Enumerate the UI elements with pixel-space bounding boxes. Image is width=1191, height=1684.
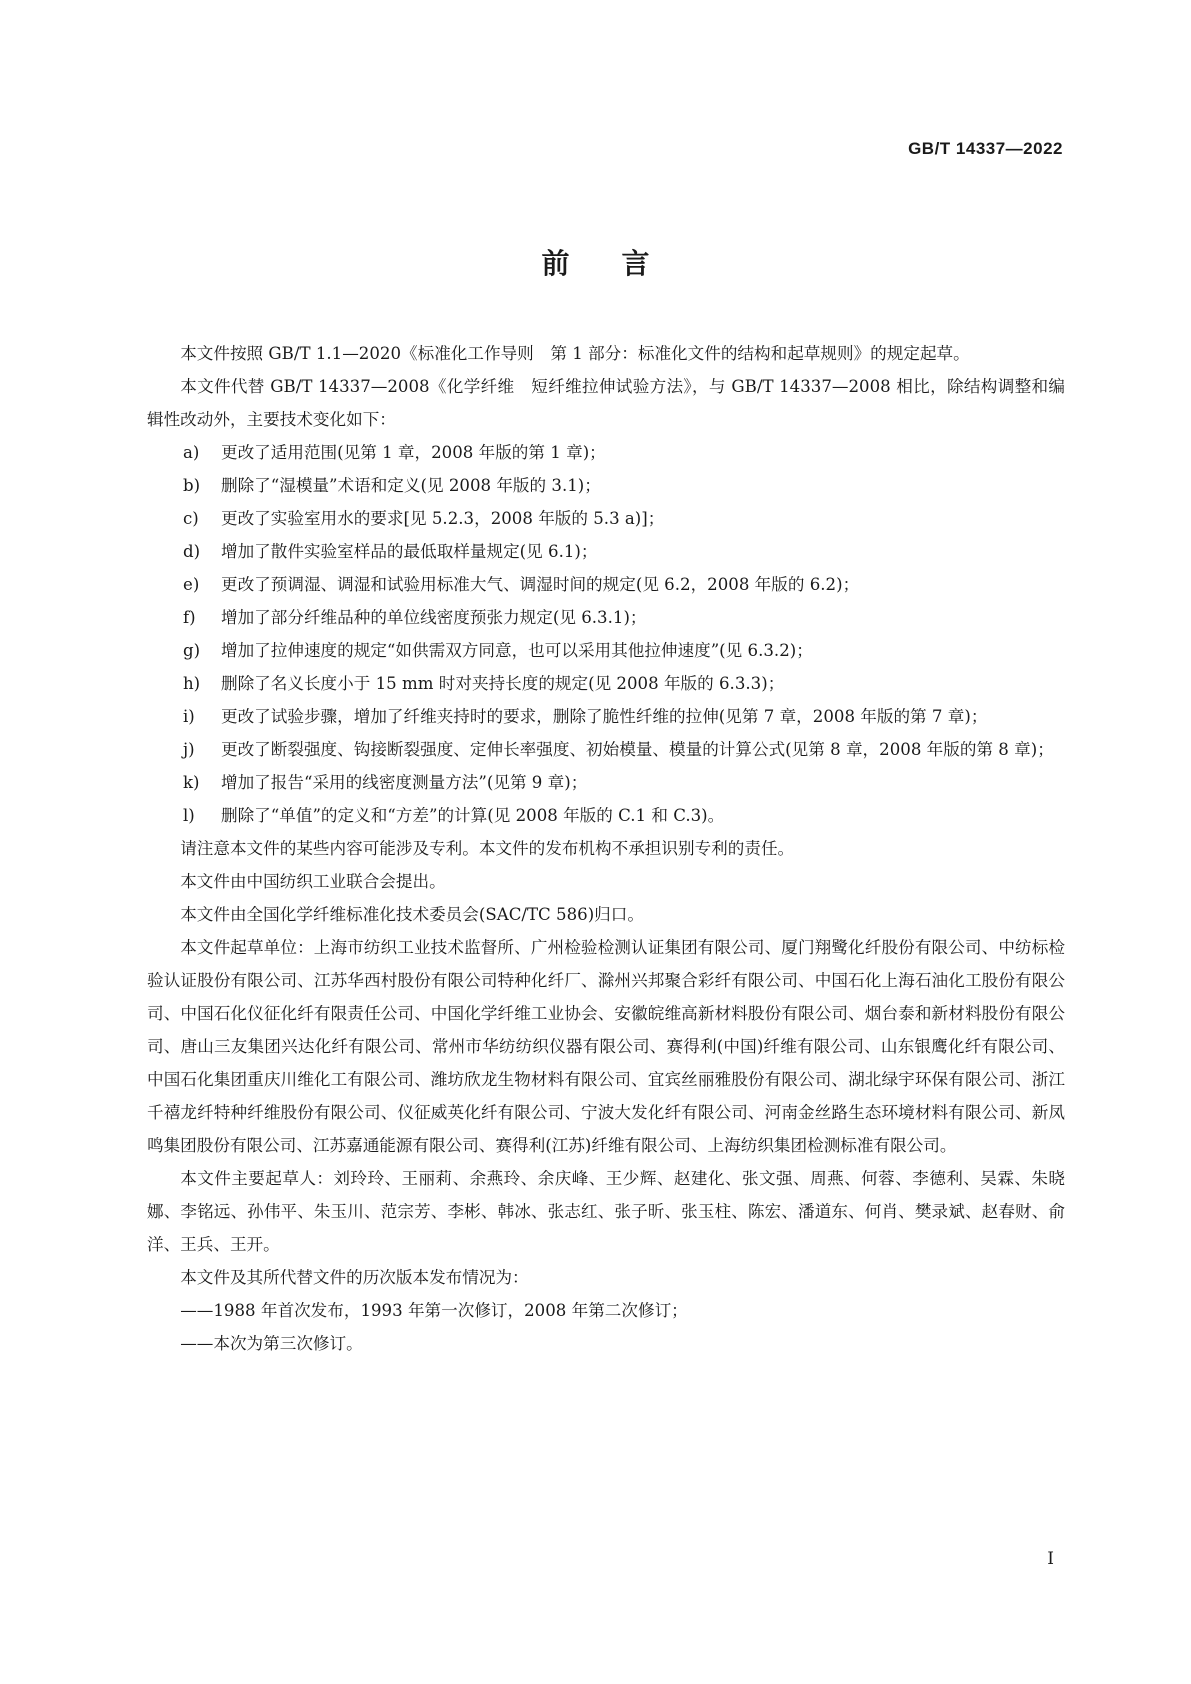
drafting-organizations: 本文件起草单位：上海市纺织工业技术监督所、广州检验检测认证集团有限公司、厦门翔鹭化纤股份有限公司、中纺标检验认证股份有限公司、江苏华西村股份有限公司特种化纤厂、滁州兴邦聚合彩纤有限公司、中国石化上海石油化工股份有限公司、中国石化仪征化纤有限责任公司、中国化学纤维工业协会、安徽皖维高新材料股份有限公司、烟台泰和新材料股份有限公司、唐山三友集团兴达化纤有限公司、常州市华纺纺织仪器有限公司、赛得利(中国)纤维有限公司、山东银鹰化纤有限公司、中国石化集团重庆川维化工有限公司、潍坊欣龙生物材料有限公司、宜宾丝丽雅股份有限公司、湖北绿宇环保有限公司、浙江千禧龙纤特种纤维股份有限公司、仪征威英化纤有限公司、宁波大发化纤有限公司、河南金丝路生态环境材料有限公司、新凤鸣集团股份有限公司、江苏嘉通能源有限公司、赛得利(江苏)纤维有限公司、上海纺织集团检测标准有限公司。 [147,938,1065,1155]
list-marker: c) [183,509,199,528]
list-item [147,469,1065,502]
foreword-body [147,337,1065,1360]
patent-notice: 请注意本文件的某些内容可能涉及专利。本文件的发布机构不承担识别专利的责任。 [180,839,795,858]
history-intro: 本文件及其所代替文件的历次版本发布情况为： [180,1268,529,1287]
list-item [147,766,1065,799]
list-text: 更改了试验步骤，增加了纤维夹持时的要求，删除了脆性纤维的拉伸(见第 7 章，2008 年版的第 7 章)； [221,707,988,726]
list-item [147,733,1065,766]
list-item [147,568,1065,601]
list-text: 删除了名义长度小于 15 mm 时对夹持长度的规定(见 2008 年版的 6.3.3)； [221,674,785,693]
drafters: 本文件主要起草人：刘玲玲、王丽莉、余燕玲、余庆峰、王少辉、赵建化、张文强、周燕、何蓉、李德利、吴霖、朱晓娜、李铭远、孙伟平、朱玉川、范宗芳、李彬、韩冰、张志红、张子昕、张玉柱、陈宏、潘道东、何肖、樊录斌、赵春财、俞洋、王兵、王开。 [147,1169,1065,1254]
list-item [147,667,1065,700]
list-marker: e) [183,575,200,594]
intro-paragraph-1: 本文件按照 GB/T 1.1—2020《标准化工作导则 第 1 部分：标准化文件的结构和起草规则》的规定起草。 [180,344,970,363]
list-marker: k) [183,773,200,792]
list-text: 更改了适用范围(见第 1 章，2008 年版的第 1 章)； [221,443,606,462]
list-text: 增加了散件实验室样品的最低取样量规定(见 6.1)； [221,542,598,561]
list-item [147,535,1065,568]
list-item [147,700,1065,733]
list-text: 更改了实验室用水的要求[见 5.2.3，2008 年版的 5.3 a)]； [221,509,665,528]
page-number: I [1047,1549,1054,1569]
intro-paragraph-2: 本文件代替 GB/T 14337—2008《化学纤维 短纤维拉伸试验方法》，与 GB/T 14337—2008 相比，除结构调整和编辑性改动外，主要技术变化如下： [147,377,1065,429]
list-marker: j) [183,740,195,759]
list-item [147,436,1065,469]
list-marker: l) [183,806,195,825]
standard-code: GB/T 14337—2022 [908,139,1063,158]
list-marker: b) [183,476,201,495]
list-marker: g) [183,641,201,660]
proposer-statement: 本文件由中国纺织工业联合会提出。 [180,872,446,891]
changes-list [147,436,1065,832]
list-marker: d) [183,542,201,561]
list-text: 删除了“单值”的定义和“方差”的计算(见 2008 年版的 C.1 和 C.3)。 [221,806,725,825]
list-marker: f) [183,608,196,627]
list-item [147,634,1065,667]
list-text: 增加了部分纤维品种的单位线密度预张力规定(见 6.3.1)； [221,608,647,627]
list-text: 更改了预调湿、调湿和试验用标准大气、调湿时间的规定(见 6.2，2008 年版的 6.2)； [221,575,860,594]
list-text: 增加了拉伸速度的规定“如供需双方同意，也可以采用其他拉伸速度”(见 6.3.2)； [221,641,813,660]
list-item [147,502,1065,535]
page-title: 前言 [541,247,702,280]
list-text: 删除了“湿模量”术语和定义(见 2008 年版的 3.1)； [221,476,601,495]
history-item: ——1988 年首次发布，1993 年第一次修订，2008 年第二次修订； [180,1301,688,1320]
list-text: 增加了报告“采用的线密度测量方法”(见第 9 章)； [221,773,588,792]
history-item: ——本次为第三次修订。 [180,1334,363,1353]
committee-statement: 本文件由全国化学纤维标准化技术委员会(SAC/TC 586)归口。 [180,905,644,924]
list-text: 更改了断裂强度、钩接断裂强度、定伸长率强度、初始模量、模量的计算公式(见第 8 章，2008 年版的第 8 章)； [221,740,1054,759]
list-marker: a) [183,443,200,462]
list-marker: h) [183,674,201,693]
list-item [147,799,1065,832]
list-marker: i) [183,707,195,726]
list-item [147,601,1065,634]
